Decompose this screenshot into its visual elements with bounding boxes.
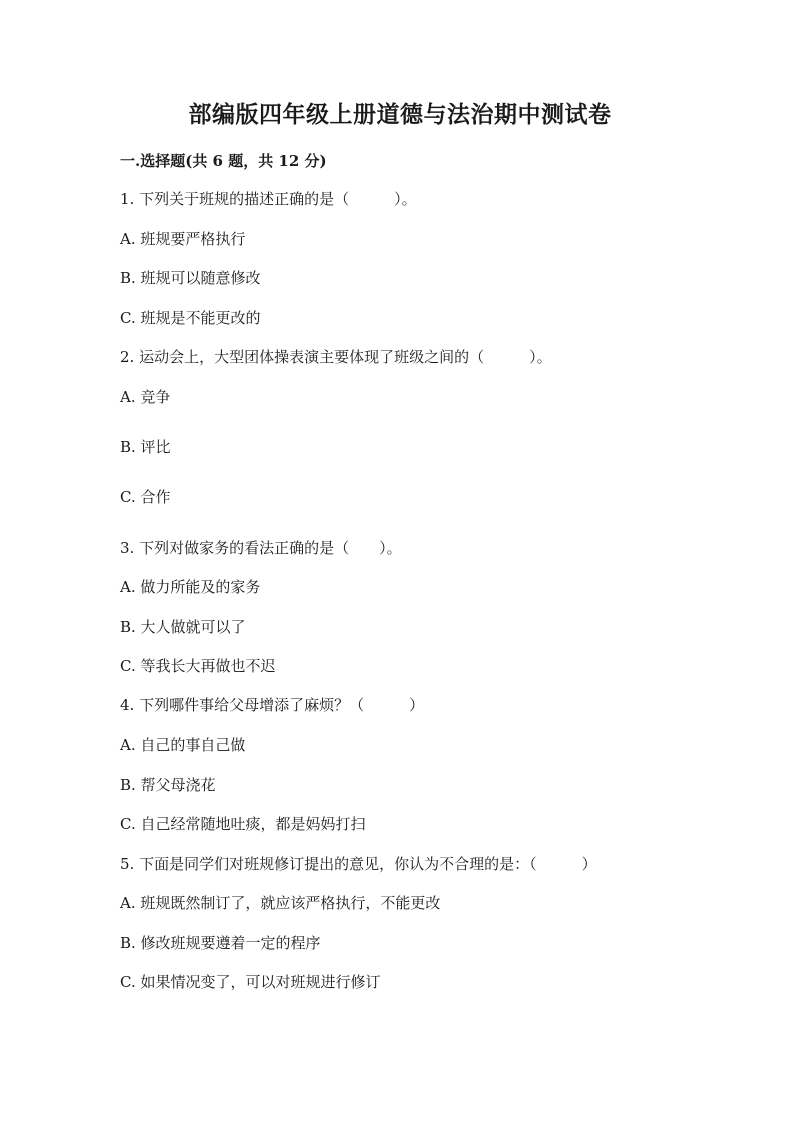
section-heading: 一.选择题(共 6 题，共 12 分)	[120, 152, 327, 170]
question-1-option-b: B. 班规可以随意修改	[120, 269, 261, 287]
question-5-stem: 5. 下面是同学们对班规修订提出的意见，你认为不合理的是：（ ）	[120, 855, 597, 873]
question-2-option-c: C. 合作	[120, 488, 171, 506]
question-3-option-c: C. 等我长大再做也不迟	[120, 657, 276, 675]
question-1-option-a: A. 班规要严格执行	[120, 230, 246, 248]
question-5-option-b: B. 修改班规要遵着一定的程序	[120, 934, 321, 952]
question-4-option-b: B. 帮父母浇花	[120, 776, 216, 794]
question-2-stem: 2. 运动会上，大型团体操表演主要体现了班级之间的（ ）。	[120, 348, 552, 366]
question-3-stem: 3. 下列对做家务的看法正确的是（ ）。	[120, 539, 402, 557]
question-3-option-b: B. 大人做就可以了	[120, 618, 246, 636]
page-title: 部编版四年级上册道德与法治期中测试卷	[188, 101, 612, 128]
question-4-option-a: A. 自己的事自己做	[120, 736, 246, 754]
question-5-option-c: C. 如果情况变了，可以对班规进行修订	[120, 973, 381, 991]
question-1-stem: 1. 下列关于班规的描述正确的是（ ）。	[120, 190, 417, 208]
question-3-option-a: A. 做力所能及的家务	[120, 578, 261, 596]
question-2-option-a: A. 竞争	[120, 388, 171, 406]
question-2-option-b: B. 评比	[120, 438, 171, 456]
question-4-option-c: C. 自己经常随地吐痰，都是妈妈打扫	[120, 815, 366, 833]
question-4-stem: 4. 下列哪件事给父母增添了麻烦？（ ）	[120, 696, 425, 714]
question-5-option-a: A. 班规既然制订了，就应该严格执行，不能更改	[120, 894, 441, 912]
question-1-option-c: C. 班规是不能更改的	[120, 309, 261, 327]
